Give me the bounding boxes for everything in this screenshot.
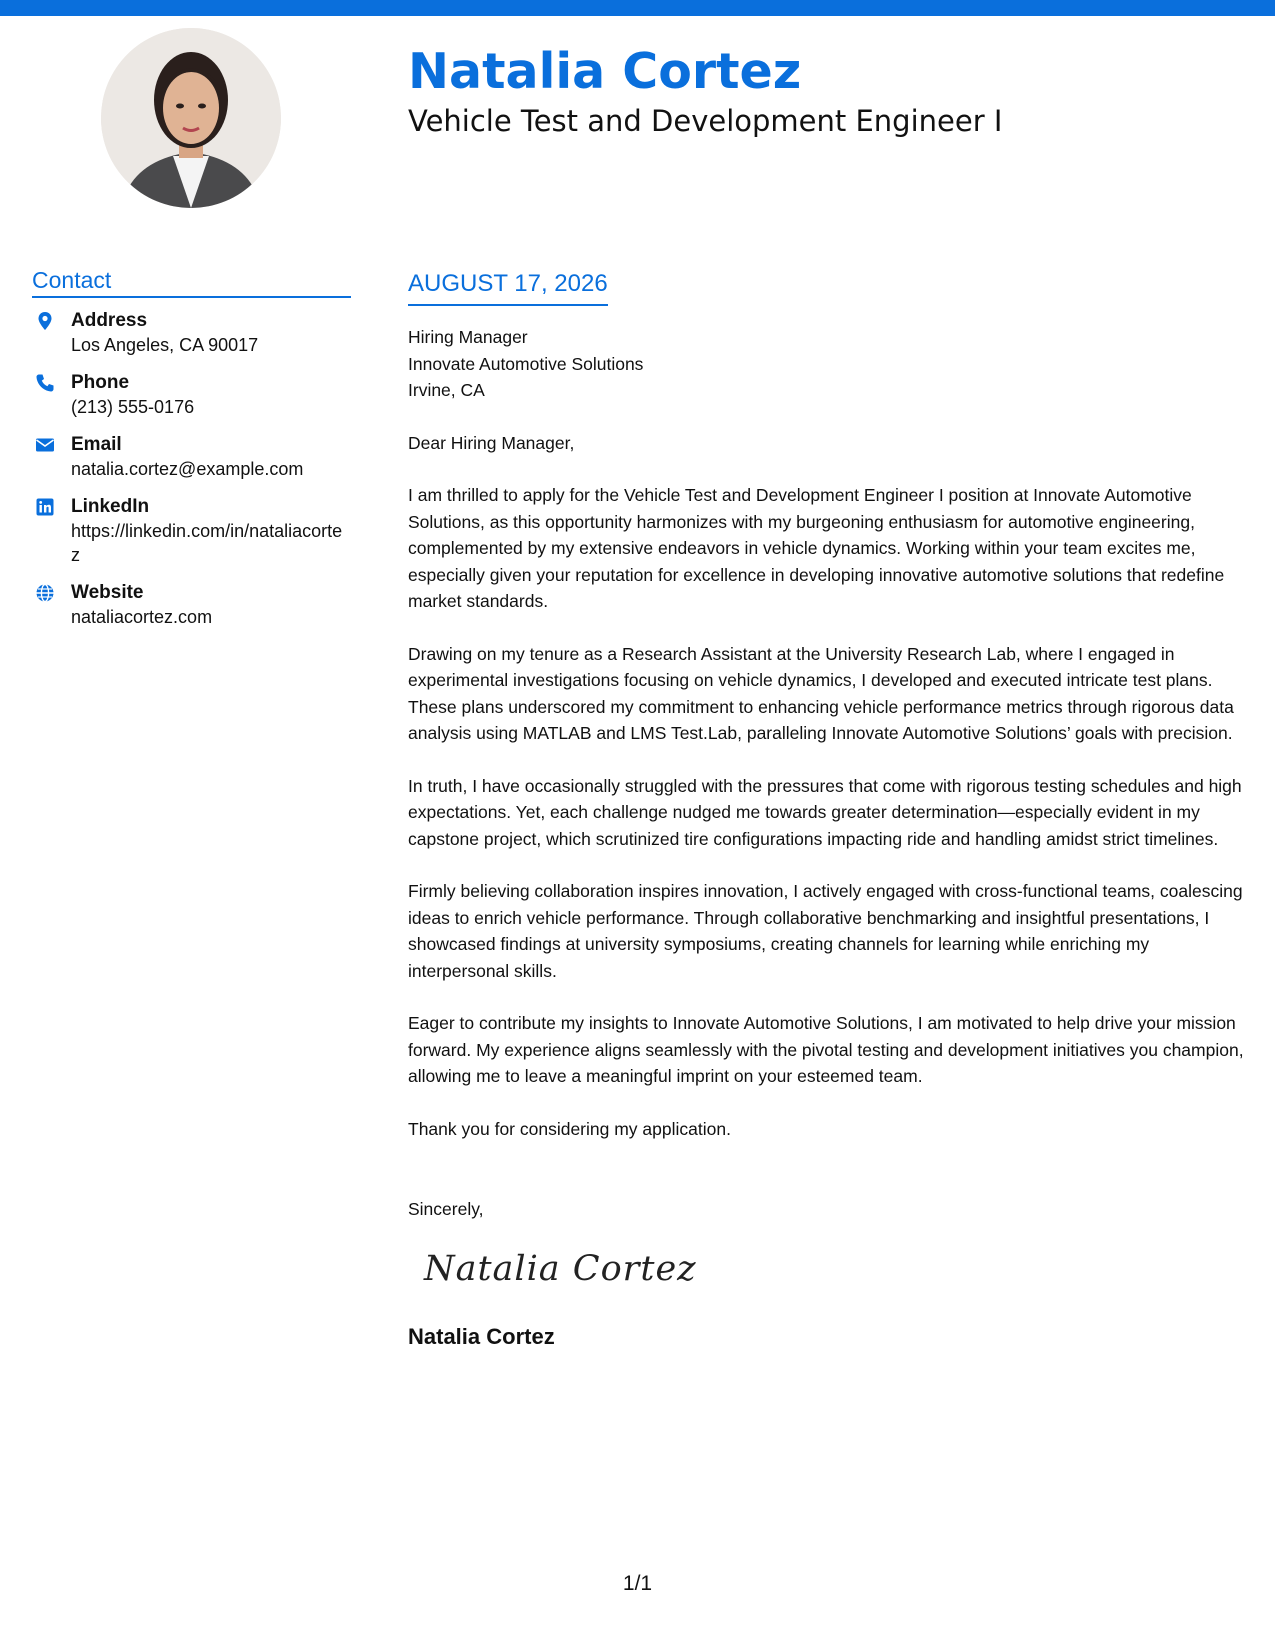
closing: Sincerely, <box>408 1199 484 1219</box>
contact-sidebar <box>32 265 351 643</box>
contact-heading: Contact <box>32 265 351 298</box>
contact-label: Email <box>71 434 122 455</box>
contact-item-website <box>32 581 351 629</box>
body-paragraph: Firmly believing collaboration inspires innovation, I actively engaged with cross-functional teams, coalescing ideas to enrich vehicle performance. Through collaborative benchmarking and insightful presentations, I showcased findings at university symposiums, creating channels for learning while enriching my interpersonal skills. <box>408 881 1243 981</box>
recipient-line: Innovate Automotive Solutions <box>408 353 644 374</box>
globe-icon <box>35 583 55 603</box>
top-accent-bar <box>0 0 1275 16</box>
contact-item-phone <box>32 371 351 419</box>
page-number: 1/1 <box>622 1572 653 1595</box>
contact-item-email <box>32 433 351 481</box>
recipient-line: Irvine, CA <box>408 380 485 400</box>
phone-icon <box>35 373 55 393</box>
avatar <box>101 28 281 208</box>
page-title: Natalia Cortez <box>408 43 802 100</box>
contact-label: Address <box>71 310 148 331</box>
location-pin-icon <box>35 311 55 331</box>
letter-body <box>408 268 1248 1351</box>
linkedin-icon <box>35 497 55 517</box>
envelope-icon <box>35 435 55 455</box>
contact-item-linkedin <box>32 495 351 567</box>
letter-date: AUGUST 17, 2026 <box>408 268 608 306</box>
signer-name: Natalia Cortez <box>408 1323 555 1349</box>
signature: Natalia Cortez <box>424 1248 697 1289</box>
profile-photo <box>101 28 281 208</box>
body-paragraph: In truth, I have occasionally struggled with the pressures that come with rigorous testing schedules and high expectations. Yet, each challenge nudged me towards greater determination—especially evident in my capstone project, which scrutinized tire configurations impacting ride and handling amidst strict timelines. <box>408 775 1242 849</box>
contact-item-address <box>32 309 351 357</box>
contact-label: Website <box>71 582 144 603</box>
recipient-line: Hiring Manager <box>408 327 528 347</box>
body-paragraph: I am thrilled to apply for the Vehicle Test and Development Engineer I position at Innovate Automotive Solutions, as this opportunity harmonizes with my burgeoning enthusiasm for automotive engineering, complemented by my extensive endeavors in vehicle dynamics. Working within your team excites me, especially given your reputation for excellence in developing innovative automotive solutions that redefine market standards. <box>408 485 1225 611</box>
job-title: Vehicle Test and Development Engineer I <box>408 104 1003 138</box>
contact-label: LinkedIn <box>71 496 150 517</box>
recipient-block <box>408 324 1248 404</box>
phone-value: (213) 555-0176 <box>71 397 195 417</box>
body-paragraph: Eager to contribute my insights to Innovate Automotive Solutions, I am motivated to help drive your mission forward. My experience aligns seamlessly with the pivotal testing and development initiatives you champion, allowing me to leave a meaningful imprint on your esteemed team. <box>408 1013 1244 1086</box>
linkedin-value[interactable]: https://linkedin.com/in/nataliacortez <box>71 521 343 565</box>
address-value: Los Angeles, CA 90017 <box>71 335 259 355</box>
email-value[interactable]: natalia.cortez@example.com <box>71 459 304 479</box>
website-value[interactable]: nataliacortez.com <box>71 607 213 627</box>
contact-label: Phone <box>71 372 130 393</box>
body-paragraph: Drawing on my tenure as a Research Assistant at the University Research Lab, where I engaged in experimental investigations focusing on vehicle dynamics, I developed and executed intricate test plans. These plans underscored my commitment to enhancing vehicle performance metrics through rigorous data analysis using MATLAB and LMS Test.Lab, paralleling Innovate Automotive Solutions’ goals with precision. <box>408 643 1234 743</box>
body-paragraph: Thank you for considering my application. <box>408 1118 731 1139</box>
greeting: Dear Hiring Manager, <box>408 432 575 453</box>
